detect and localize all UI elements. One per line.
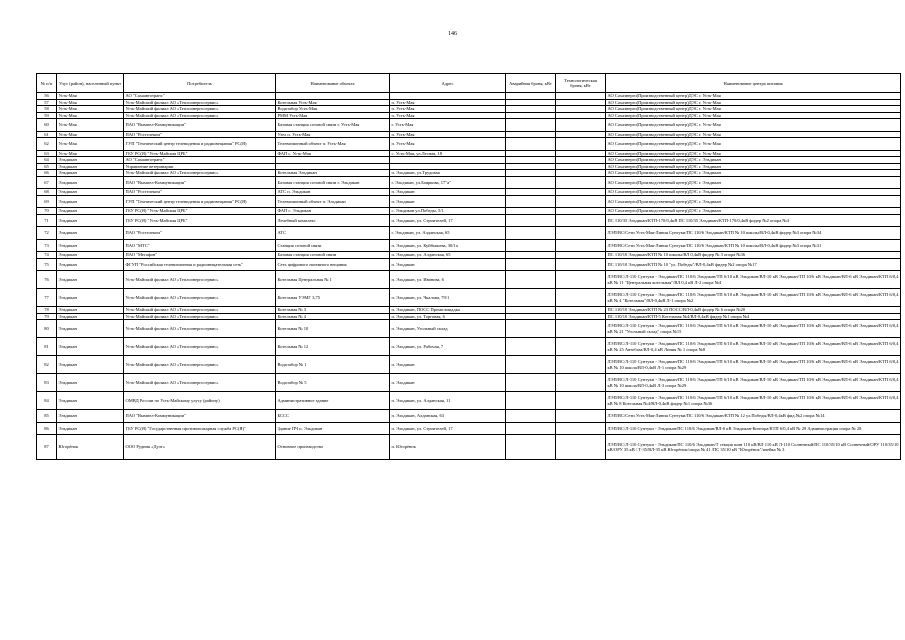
- table-cell: [556, 214, 606, 227]
- table-cell: Эльдикан: [57, 239, 124, 252]
- table-cell: ЛЭП/ВС/Л-110 Сунтуки - Эльдикан/ПС 110/6 Эльдикан/ТП 6/10 кВ Эльдикан/ВЛ-10 кВ Эльдикан/ТП 10/6 кВ Эльдикан/ВЛ-6 кВ Эльдикан/КТП 6/0,4 кВ № 10 школа/ВЛ-0,4кВ Л-1 опора №29: [606, 356, 901, 374]
- table-cell: [506, 289, 556, 307]
- table-cell: [506, 214, 556, 227]
- table-cell: [556, 119, 606, 132]
- table-cell: Усть-Майский филиал АО «Теплоэнергосервис»: [124, 307, 276, 314]
- table-cell: АО Сахаэнерго(Производственный центр)ДЭС г. Эльдикан: [606, 163, 901, 170]
- table-cell: 61: [37, 131, 57, 138]
- table-cell: Усть-Майский филиал АО «Теплоэнергосервис»: [124, 112, 276, 119]
- table-cell: п. Эльдикан: [390, 356, 506, 374]
- table-cell: г. Эльдикан, ул. Алданская, 65: [390, 227, 506, 240]
- table-cell: 63: [37, 150, 57, 157]
- table-cell: Усть-Майский филиал АО «Теплоэнергосервис»: [124, 320, 276, 338]
- table-cell: Эльдикан: [57, 320, 124, 338]
- table-cell: п. Эльдикан, ул. Куйбышева, 30/1а: [390, 239, 506, 252]
- table-cell: Усть-Майский филиал АО «Теплоэнергосервис»: [124, 271, 276, 289]
- table-cell: ЛЭП/ВС/Сети Усть-Мая-Линия Сунтуки/ПС 110/6 Эльдикан/КТП № 10 школы/ВЛ-0,4кВ фидер №3 опора №34: [606, 227, 901, 240]
- table-cell: Эльдикан: [57, 289, 124, 307]
- table-cell: ГУП "Технический центр телевидения и радиовещания" РС(Я): [124, 138, 276, 151]
- table-cell: г. Усть-Мая: [390, 119, 506, 132]
- table-cell: [506, 392, 556, 410]
- table-cell: АО Сахаэнерго(Производственный центр)ДЭС г. Эльдикан: [606, 208, 901, 215]
- table-cell: [556, 138, 606, 151]
- table-cell: Эльдикан: [57, 356, 124, 374]
- table-cell: ЛЭП/ВС/Л-110 Сунтуки - Эльдикан/ПС 110/6 Эльдикан/ТП 6/10 кВ Эльдикан/ВЛ-10 кВ Эльдикан/ТП 10/6 кВ Эльдикан/ВЛ-6 кВ Эльдикан/КТП 6/0,4 кВ № 21 "Угольный склад" опора №15: [606, 320, 901, 338]
- table-cell: Базовая станция сотовой связи г. Эльдикан: [276, 176, 390, 189]
- table-cell: [556, 258, 606, 271]
- table-cell: АО Сахаэнерго(Производственный центр)ДЭС г. Усть-Мая: [606, 106, 901, 113]
- table-cell: АО Сахаэнерго(Производственный центр)ДЭС г. Эльдикан: [606, 170, 901, 177]
- table-cell: 67: [37, 176, 57, 189]
- table-cell: АО Сахаэнерго(Производственный центр)ДЭС г. Эльдикан: [606, 176, 901, 189]
- table-cell: Телевизионный объект п. Усть-Мая: [276, 138, 390, 151]
- table-row: [37, 435, 901, 460]
- table-cell: ПАО "Вымпел-Коммуникации": [124, 410, 276, 423]
- table-cell: Узел п. Усть-Мая: [276, 131, 390, 138]
- table-cell: [556, 195, 606, 208]
- table-row: [37, 271, 901, 289]
- table-cell: ЛЭП/ВС/Л-110 Сунтуки - Эльдикан/ПС 110/6 Эльдикан/ТП 6/10 кВ Эльдикан/ВЛ-10 кВ Эльдикан/ТП 10/6 кВ Эльдикан/ВЛ-6 кВ Эльдикан/КТП 6/0,4 кВ № 25 Автобаза/ВЛ-0,4 кВ Линия № 1 опора №8: [606, 338, 901, 356]
- table-cell: ГБУ РС(Я) "Усть-Майская ЦРБ": [124, 150, 276, 157]
- table-cell: [556, 176, 606, 189]
- table-cell: 86: [37, 422, 57, 435]
- table-cell: [506, 239, 556, 252]
- table-cell: ЛЭП/ВС/Сети Усть-Мая-Линия Сунтуки/ПС 110/6 Эльдикан/КТП № 12 ул.Победы/ВЛ-0,4кВ фид.№2 опора №14: [606, 410, 901, 423]
- consumers-table: [36, 73, 901, 460]
- table-cell: [506, 422, 556, 435]
- table-cell: п. Эльдикан: [390, 189, 506, 196]
- table-cell: ПАО "Ростелеком": [124, 131, 276, 138]
- table-row: [37, 138, 901, 151]
- table-cell: 81: [37, 338, 57, 356]
- table-cell: ЛЭП/ВС/Л-110 Сунтуки - Эльдикан/ПС 110/6 Эльдикан/ТП 6/10 кВ Эльдикан/ВЛ-10 кВ Эльдикан/ТП 10/6 кВ Эльдикан/ВЛ-6 кВ Эльдикан/КТП 6/0,4 кВ № 10 школа/ВЛ-0,4кВ Л-3 опора №29: [606, 374, 901, 392]
- table-cell: ПС 110/10 Эльдикан/КТП № 23 ПОСС/ВЛ-0,4кВ фидер № 6 опора №20: [606, 307, 901, 314]
- table-cell: 58: [37, 106, 57, 113]
- header-cell: Аварийная броня, кВт: [506, 74, 556, 93]
- table-cell: [556, 410, 606, 423]
- table-cell: 75: [37, 258, 57, 271]
- table-cell: Усть-Мая: [57, 150, 124, 157]
- table-cell: [506, 258, 556, 271]
- table-cell: Эльдикан: [57, 307, 124, 314]
- table-cell: Котельная Эльдикан: [276, 170, 390, 177]
- table-cell: [506, 227, 556, 240]
- table-cell: п. Эльдикан, ул. Рабочая, 7: [390, 338, 506, 356]
- table-cell: Станция сотовой связи: [276, 239, 390, 252]
- table-cell: Усть-Майский филиал АО «Теплоэнергосервис»: [124, 106, 276, 113]
- table-row: [37, 356, 901, 374]
- table-cell: п. Эльдикан, ул. Торговая, 6: [390, 313, 506, 320]
- table-cell: Котельная Усть-Мая: [276, 99, 390, 106]
- table-cell: п. Эльдикан, ул. Строителей, 17: [390, 422, 506, 435]
- table-row: [37, 195, 901, 208]
- table-cell: Югорёнок: [57, 435, 124, 460]
- table-cell: 72: [37, 227, 57, 240]
- table-cell: ФГУП "Российская телевизионная и радиовещательная сеть": [124, 258, 276, 271]
- table-cell: 78: [37, 307, 57, 314]
- table-cell: Базовая станция сотовой связи г. Усть-Мая: [276, 119, 390, 132]
- table-cell: п. Усть-Мая: [390, 112, 506, 119]
- table-cell: п. Эльдикан: [390, 258, 506, 271]
- table-cell: Эльдикан: [57, 214, 124, 227]
- table-cell: Эльдикан: [57, 271, 124, 289]
- table-cell: Эльдикан: [57, 313, 124, 320]
- table-cell: АО Сахаэнерго(Производственный центр)ДЭС г. Усть-Мая: [606, 112, 901, 119]
- table-cell: Управление ветеринарии: [124, 163, 276, 170]
- table-row: [37, 320, 901, 338]
- table-cell: п. Эльдикан, ул. Алданская, 65: [390, 252, 506, 259]
- table-cell: АО Сахаэнерго(Производственный центр)ДЭС г. Эльдикан: [606, 189, 901, 196]
- table-cell: 68: [37, 189, 57, 196]
- table-cell: 60: [37, 119, 57, 132]
- table-cell: [506, 338, 556, 356]
- header-cell: Потребитель: [124, 74, 276, 93]
- table-cell: п. Эльдикан, ул. Иванова, 6: [390, 271, 506, 289]
- table-cell: 71: [37, 214, 57, 227]
- table-cell: ЛЭП/ВС/Сети Усть-Мая-Линия Сунтуки/ПС 110/6 Эльдикан/КТП № 10 школы/ВЛ-0,4кВ фидер №3 опора №31: [606, 239, 901, 252]
- table-cell: Административное здание: [276, 392, 390, 410]
- table-cell: п. Эльдикан, ул.Трудовая: [390, 170, 506, 177]
- table-cell: п. Эльдикан, ул. Чкалова, 79/1: [390, 289, 506, 307]
- table-cell: Базовая станция сотовой связи: [276, 252, 390, 259]
- table-cell: Водозабор № 1: [276, 356, 390, 374]
- table-cell: АО "Сахаавтотранс": [124, 157, 276, 164]
- table-cell: ОМВД России по Усть-Майскому улусу (району): [124, 392, 276, 410]
- table-cell: Эльдикан: [57, 170, 124, 177]
- table-cell: [506, 410, 556, 423]
- table-cell: с. Усть-Мая, ул.Лесная, 18: [390, 150, 506, 157]
- table-cell: [556, 239, 606, 252]
- header-cell: Наименование центра питания: [606, 74, 901, 93]
- table-cell: [506, 374, 556, 392]
- table-cell: Усть-Майский филиал АО «Теплоэнергосервис»: [124, 170, 276, 177]
- table-cell: [506, 320, 556, 338]
- table-cell: [556, 392, 606, 410]
- table-cell: Усть-Мая: [57, 119, 124, 132]
- table-row: [37, 258, 901, 271]
- table-cell: [556, 338, 606, 356]
- table-cell: Эльдикан: [57, 258, 124, 271]
- table-cell: п. Усть-Мая: [390, 106, 506, 113]
- table-cell: АТС: [276, 227, 390, 240]
- table-cell: 57: [37, 99, 57, 106]
- table-cell: ПАО "Ростелеком": [124, 227, 276, 240]
- table-cell: ПС 110/10 Эльдикан/КТП № 10 школы/ВЛ 0,4кВ фидер № 3 опора №36: [606, 252, 901, 259]
- table-cell: [506, 271, 556, 289]
- table-cell: ПАО "Ростелеком": [124, 189, 276, 196]
- table-cell: 73: [37, 239, 57, 252]
- table-cell: АО Сахаэнерго(Производственный центр)ДЭС г. Усть-Мая: [606, 119, 901, 132]
- table-row: [37, 422, 901, 435]
- table-cell: Эльдикан: [57, 208, 124, 215]
- table-cell: Эльдикан: [57, 157, 124, 164]
- table-cell: п. Усть-Мая: [390, 99, 506, 106]
- table-cell: ЛЭП/ВС/Л-110 Сунтуки - Эльдикан/ПС 110/6 Эльдикан/ВЛ-6 кВ Эльдикан-Контора/КТП 6/0,4 кВ № 29 Администрация опора № 28: [606, 422, 901, 435]
- table-row: [37, 338, 901, 356]
- table-cell: Котельная Центральная № 1: [276, 271, 390, 289]
- table-cell: РММ Усть-Мая: [276, 112, 390, 119]
- table-cell: 79: [37, 313, 57, 320]
- table-cell: [556, 422, 606, 435]
- table-cell: Котельная № 10: [276, 320, 390, 338]
- table-cell: АО Сахаэнерго(Производственный центр)ДЭС г. Усть-Мая: [606, 93, 901, 100]
- table-cell: 56: [37, 93, 57, 100]
- table-cell: ПАО "МТС": [124, 239, 276, 252]
- table-cell: Телевизионный объект п. Эльдикан: [276, 195, 390, 208]
- table-cell: п. Усть-Мая: [390, 131, 506, 138]
- table-cell: АО Сахаэнерго(Производственный центр)ДЭС г. Усть-Мая: [606, 138, 901, 151]
- table-row: [37, 392, 901, 410]
- table-cell: п. Эльдикан, ул. Строителей, 17: [390, 214, 506, 227]
- table-cell: Усть-Майский филиал АО «Теплоэнергосервис»: [124, 356, 276, 374]
- table-cell: ПС 110/10 Эльдикан/КТП № 10 "ул. Победы"/ВЛ-0,4кВ фидер №2 опора №17: [606, 258, 901, 271]
- table-cell: 80: [37, 320, 57, 338]
- table-cell: Эльдикан: [57, 189, 124, 196]
- table-cell: ЛЭП/ВС/Л-110 Сунтуки - Эльдикан/ПС 110/6 Эльдикан/ТП 6/10 кВ Эльдикан/ВЛ-10 кВ Эльдикан/ТП 10/6 кВ Эльдикан/ВЛ-6 кВ Эльдикан/КТП 6/0,4 кВ № 4 "Котельная"/ВЛ-0,4кВ Л-1 опора №2: [606, 289, 901, 307]
- header-cell: Адрес: [390, 74, 506, 93]
- table-cell: ЛЭП/ВС/Л-110 Сунтуки - Эльдикан/ПС 110/6 Эльдикан/ТП 6/10 кВ Эльдикан/ВЛ-10 кВ Эльдикан/ТП 10/6 кВ Эльдикан/ВЛ-6 кВ Эльдикан/КТП 6/0,4 кВ № 8 Котельная №4/ВЛ-0,4кВ фидер №1 опора №36: [606, 392, 901, 410]
- table-cell: Усть-Майский филиал АО «Теплоэнергосервис»: [124, 374, 276, 392]
- table-row: [37, 214, 901, 227]
- table-cell: Основное производство: [276, 435, 390, 460]
- table-cell: Водозабор Усть-Мая: [276, 106, 390, 113]
- table-cell: [506, 176, 556, 189]
- table-cell: п. Усть-Мая: [390, 138, 506, 151]
- table-cell: Водозабор № 5: [276, 374, 390, 392]
- table-cell: Эльдикан: [57, 374, 124, 392]
- table-cell: Эльдикан: [57, 252, 124, 259]
- table-cell: АТС п. Эльдикан: [276, 189, 390, 196]
- table-cell: ПС 110/10 Эльдикан/КТП-5 Котельная №4/ВЛ-0,4кВ фидер №1 опора №4: [606, 313, 901, 320]
- table-cell: АО "Сахаавтотранс": [124, 93, 276, 100]
- table-cell: 65: [37, 163, 57, 170]
- table-cell: ГБУ РС(Я) "Государственная противопожарная служба РС(Я)": [124, 422, 276, 435]
- table-cell: 62: [37, 138, 57, 151]
- table-cell: 87: [37, 435, 57, 460]
- table-cell: 70: [37, 208, 57, 215]
- table-cell: БССС: [276, 410, 390, 423]
- table-cell: АО Сахаэнерго(Производственный центр)ДЭС г. Эльдикан: [606, 157, 901, 164]
- table-cell: Усть-Майский филиал АО «Теплоэнергосервис»: [124, 99, 276, 106]
- table-cell: 83: [37, 374, 57, 392]
- table-cell: Усть-Майский филиал АО «Теплоэнергосервис»: [124, 289, 276, 307]
- table-cell: АО Сахаэнерго(Производственный центр)ДЭС г. Усть-Мая: [606, 99, 901, 106]
- table-cell: Усть-Мая: [57, 138, 124, 151]
- table-cell: Усть-Майский филиал АО «Теплоэнергосервис»: [124, 338, 276, 356]
- table-cell: Эльдикан: [57, 163, 124, 170]
- table-cell: Усть-Мая: [57, 131, 124, 138]
- table-cell: [556, 271, 606, 289]
- table-cell: Котельная № 4: [276, 313, 390, 320]
- table-cell: с. Эльдикан ул.Победы, 5/1: [390, 208, 506, 215]
- table-row: [37, 239, 901, 252]
- table-cell: 64: [37, 157, 57, 164]
- table-cell: [506, 435, 556, 460]
- table-cell: 76: [37, 271, 57, 289]
- table-cell: [556, 435, 606, 460]
- table-cell: 84: [37, 392, 57, 410]
- table-cell: Здание ПЧ п. Эльдикан: [276, 422, 390, 435]
- table-cell: ПАО "Мегафон": [124, 252, 276, 259]
- table-cell: [506, 195, 556, 208]
- table-cell: Усть-Майский филиал АО «Теплоэнергосервис»: [124, 313, 276, 320]
- table-cell: 59: [37, 112, 57, 119]
- table-cell: [506, 138, 556, 151]
- table-cell: п. Эльдикан, ПОСС Промплощадка: [390, 307, 506, 314]
- table-cell: п. Эльдикан: [390, 374, 506, 392]
- table-cell: ПС 110/35 Эльдикан/КТП-170/0,4кВ ПС 110/35 Эльдикан/КТП-170/0,4кВ фидер №2 опора №4: [606, 214, 901, 227]
- table-cell: Котельная УЭМГ 3,75: [276, 289, 390, 307]
- table-cell: ПАО "Вымпел-Коммуникации": [124, 176, 276, 189]
- table-cell: г. Эльдикан, ул.Бояркова, 17"а": [390, 176, 506, 189]
- table-cell: п. Эльдикан: [390, 195, 506, 208]
- table-cell: ГУП "Технический центр телевидения и радиовещания" РС(Я): [124, 195, 276, 208]
- table-cell: Лечебный комплекс: [276, 214, 390, 227]
- table-cell: ГБУ РС(Я) "Усть-Майская ЦРБ": [124, 214, 276, 227]
- table-cell: Эльдикан: [57, 410, 124, 423]
- table-cell: ФАП с. Усть-Мая: [276, 150, 390, 157]
- table-cell: Котельная № 12: [276, 338, 390, 356]
- table-cell: [506, 119, 556, 132]
- table-row: [37, 119, 901, 132]
- table-cell: 85: [37, 410, 57, 423]
- table-cell: Эльдикан: [57, 176, 124, 189]
- table-cell: Эльдикан: [57, 392, 124, 410]
- table-row: [37, 374, 901, 392]
- table-cell: 69: [37, 195, 57, 208]
- table-cell: п. Эльдикан, ул. Алданская, 11: [390, 392, 506, 410]
- table-header-row: [37, 74, 901, 93]
- table-row: [37, 176, 901, 189]
- table-cell: ЛЭП/ВС/Л-110 Сунтуки - Эльдикан/ПС 110/6 Эльдикан/ТП 6/10 кВ Эльдикан/ВЛ-10 кВ Эльдикан/ТП 10/6 кВ Эльдикан/ВЛ-6 кВ Эльдикан/КТП 6/0,4 кВ № 11 "Центральная котельная"/ВЛ 0,4 кВ Л-2 опора №4: [606, 271, 901, 289]
- table-cell: [556, 320, 606, 338]
- table-cell: [506, 356, 556, 374]
- table-cell: АО Сахаэнерго(Производственный центр)ДЭС г. Усть-Мая: [606, 131, 901, 138]
- table-cell: Эльдикан: [57, 195, 124, 208]
- table-cell: [556, 289, 606, 307]
- table-cell: Эльдикан: [57, 338, 124, 356]
- table-cell: АО Сахаэнерго(Производственный центр)ДЭС г. Усть-Мая: [606, 150, 901, 157]
- table-cell: ПАО "Вымпел-Коммуникации": [124, 119, 276, 132]
- table-cell: ООО Рудник «Дуэт»: [124, 435, 276, 460]
- header-cell: № п/п: [37, 74, 57, 93]
- table-cell: п. Эльдикан, Алданская, 63: [390, 410, 506, 423]
- table-cell: 74: [37, 252, 57, 259]
- table-row: [37, 227, 901, 240]
- table-cell: [556, 356, 606, 374]
- table-cell: 66: [37, 170, 57, 177]
- table-cell: [556, 374, 606, 392]
- table-cell: Усть-Мая: [57, 112, 124, 119]
- table-cell: Эльдикан: [57, 227, 124, 240]
- table-cell: п. Югорёнок: [390, 435, 506, 460]
- table-row: [37, 410, 901, 423]
- table-cell: п. Эльдикан, Угольный склад: [390, 320, 506, 338]
- table-cell: [556, 227, 606, 240]
- header-cell: Технологическая броня, кВт: [556, 74, 606, 93]
- table-row: [37, 289, 901, 307]
- table-cell: АО Сахаэнерго(Производственный центр)ДЭС г. Эльдикан: [606, 195, 901, 208]
- table-cell: ЛЭП/ВС/Л-110 Сунтуки - Эльдикан/ПС 110/6 Эльдикан/Т секция шин 110 кВ/ВЛ 110 кВ Л-110 Солнечный/ПС 110/35/10 кВ Солнечный/ОРУ 110/35/10 кВ/ОРУ 35 кВ / Т-35/ВЛ-35 кВ Югорёнок/опора № 41 /ПС 35/10 кВ "Югорёнок"/ячейка № 3: [606, 435, 901, 460]
- table-cell: Сеть цифрового наземного вещания: [276, 258, 390, 271]
- header-cell: Улус (район), населенный пункт: [57, 74, 124, 93]
- table-cell: Эльдикан: [57, 422, 124, 435]
- table-cell: ФАП с. Эльдикан: [276, 208, 390, 215]
- header-cell: Наименование объекта: [276, 74, 390, 93]
- table-cell: Усть-Мая: [57, 106, 124, 113]
- table-cell: 77: [37, 289, 57, 307]
- table-cell: Усть-Мая: [57, 93, 124, 100]
- table-cell: Котельная № 3: [276, 307, 390, 314]
- table-cell: ГБУ РС(Я) "Усть-Майская ЦРБ": [124, 208, 276, 215]
- table-cell: Усть-Мая: [57, 99, 124, 106]
- table-cell: 82: [37, 356, 57, 374]
- page-number: 146: [448, 31, 457, 37]
